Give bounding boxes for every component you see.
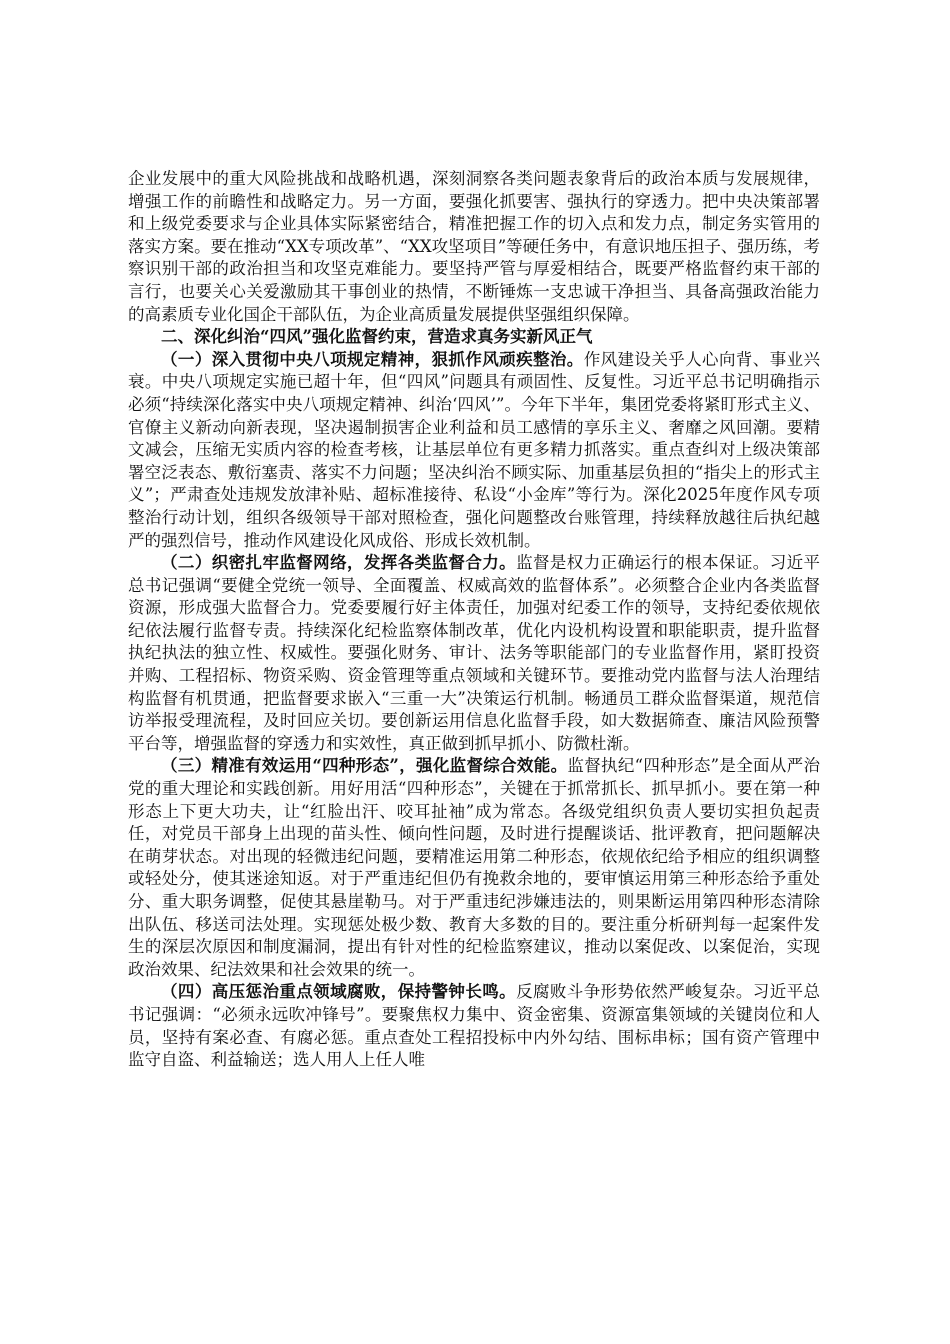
section-1-body: 作风建设关乎人心向背、事业兴衰。中央八项规定实施已超十年，但“四风”问题具有顽固性、反复性。习近平总书记明确指示必须“持续深化落实中央八项规定精神、纠治‘四风’”。今年下半年，集团党委将紧盯形式主义、官僚主义新动向新表现，坚决遏制损害企业利益和员工感情的享乐主义、奢靡之风回潮。要精文减会，压缩无实质内容的检查考核，让基层单位有更多精力抓落实。重点查纠对上级决策部署空泛表态、敷衍塞责、落实不力问题；坚决纠治不顾实际、加重基层负担的“指尖上的形式主义”；严肃查处违规发放津补贴、超标准接待、私设“小金库”等行为。深化2025年度作风专项整治行动计划，组织各级领导干部对照检查，强化问题整改台账管理，持续释放越往后执纪越严的强烈信号，推动作风建设化风成俗、形成长效机制。 [128, 349, 821, 550]
section-1-lead: （一）深入贯彻中央八项规定精神，狠抓作风顽疾整治。 [161, 349, 584, 369]
section-3-lead: （三）精准有效运用“四种形态”，强化监督综合效能。 [161, 756, 568, 776]
section-3-paragraph [128, 755, 820, 981]
section-1-paragraph [128, 349, 820, 552]
section-2-paragraph [128, 552, 820, 755]
section-3-body: 监督执纪“四种形态”是全面从严治党的重大理论和实践创新。用好用活“四种形态”，关键在于抓常抓长、抓早抓小。要在第一种形态上下更大功夫，让“红脸出汗、咬耳扯袖”成为常态。各级党组织负责人要切实担负起责任，对党员干部身上出现的苗头性、倾向性问题，及时进行提醒谈话、批评教育，把问题解决在萌芽状态。对出现的轻微违纪问题，要精准运用第二种形态，依规依纪给予相应的组织调整或轻处分，使其迷途知返。对于严重违纪但仍有挽救余地的，要审慎运用第三种形态给予重处分、重大职务调整，促使其悬崖勒马。对于严重违纪涉嫌违法的，则果断运用第四种形态清除出队伍、移送司法处理。实现惩处极少数、教育大多数的目的。要注重分析研判每一起案件发生的深层次原因和制度漏洞，提出有针对性的纪检监察建议，推动以案促改、以案促治，实现政治效果、纪法效果和社会效果的统一。 [128, 756, 821, 979]
section-2-body: 监督是权力正确运行的根本保证。习近平总书记强调“要健全党统一领导、全面覆盖、权威高效的监督体系”。必须整合企业内各类监督资源，形成强大监督合力。党委要履行好主体责任，加强对纪委工作的领导，支持纪委依规依纪依法履行监督专责。持续深化纪检监察体制改革，优化内设机构设置和职能职责，提升监督执纪执法的独立性、权威性。要强化财务、审计、法务等职能部门的专业监督作用，紧盯投资并购、工程招标、物资采购、资金管理等重点领域和关键环节。要推动党内监督与法人治理结构监督有机贯通，把监督要求嵌入“三重一大”决策运行机制。畅通员工群众监督渠道，规范信访举报受理流程，及时回应关切。要创新运用信息化监督手段，如大数据筛查、廉洁风险预警平台等，增强监督的穿透力和实效性，真正做到抓早抓小、防微杜渐。 [128, 553, 821, 753]
section-4-body: 反腐败斗争形势依然严峻复杂。习近平总书记强调：“必须永远吹冲锋号”。要聚焦权力集中、资金密集、资源富集领域的关键岗位和人员，坚持有案必查、有腐必惩。重点查处工程招投标中内外勾结、围标串标；国有资产管理中监守自盗、利益输送；选人用人上任人唯 [128, 982, 821, 1070]
section-4-paragraph [128, 981, 820, 1071]
intro-paragraph: 企业发展中的重大风险挑战和战略机遇，深刻洞察各类问题表象背后的政治本质与发展规律，增强工作的前瞻性和战略定力。另一方面，要强化抓要害、强执行的穿透力。把中央决策部署和上级党委要求与企业具体实际紧密结合，精准把握工作的切入点和发力点，制定务实管用的落实方案。要在推动“XX专项改革”、“XX攻坚项目”等硬任务中，有意识地压担子、强历练，考察识别干部的政治担当和攻坚克难能力。要坚持严管与厚爱相结合，既要严格监督约束干部的言行，也要关心关爱激励其干事创业的热情，不断锤炼一支忠诚干净担当、具备高强政治能力的高素质专业化国企干部队伍，为企业高质量发展提供坚强组织保障。 [128, 169, 820, 324]
section-2-lead: （二）织密扎牢监督网络，发挥各类监督合力。 [161, 553, 517, 573]
section-heading: 二、深化纠治“四风”强化监督约束，营造求真务实新风正气 [161, 327, 593, 347]
document-body [128, 168, 820, 1072]
section-4-lead: （四）高压惩治重点领域腐败，保持警钟长鸣。 [161, 982, 517, 1002]
